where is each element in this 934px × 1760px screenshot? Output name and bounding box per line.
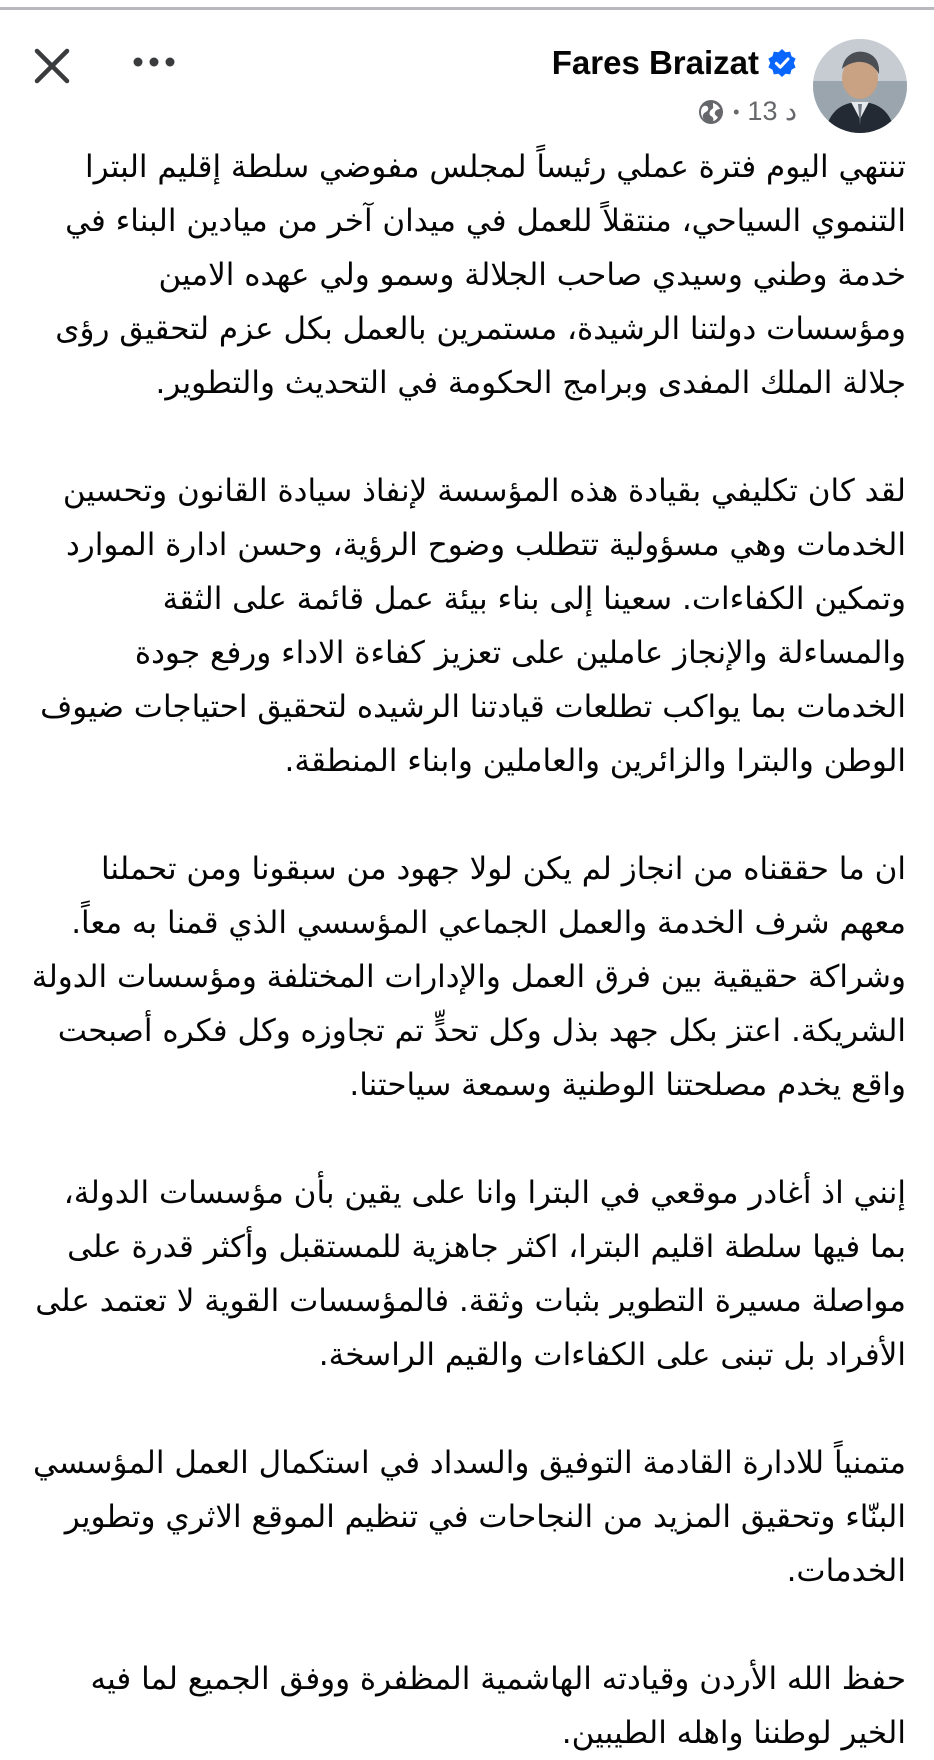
post-meta	[697, 96, 797, 127]
post-body	[28, 140, 906, 1751]
post-paragraph-4: إنني اذ أغادر موقعي في البترا وانا على يقين بأن مؤسسات الدولة، بما فيها سلطة اقليم البترا، اكثر جاهزية للمستقبل وأكثر قدرة على مواصلة مسيرة التطوير بثبات وثقة. فالمؤسسات القوية لا تعتمد على الأفراد بل تبنى على الكفاءات والقيم الراسخة.	[35, 1175, 906, 1373]
author-line	[552, 44, 797, 82]
close-button[interactable]	[28, 42, 76, 90]
more-options-button[interactable]	[128, 42, 180, 82]
meta-separator: •	[733, 101, 740, 122]
author-name[interactable]: Fares Braizat	[551, 44, 759, 81]
globe-icon[interactable]	[697, 98, 725, 126]
top-divider	[0, 0, 934, 10]
post-paragraph-2: لقد كان تكليفي بقيادة هذه المؤسسة لإنفاذ سيادة القانون وتحسين الخدمات وهي مسؤولية تتطلب وضوح الرؤية، وحسن ادارة الموارد وتمكين الكفاءات. سعينا إلى بناء بيئة عمل قائمة على الثقة والمساءلة والإنجاز عاملين على تعزيز كفاءة الاداء ورفع جودة الخدمات بما يواكب تطلعات قيادتنا الرشيده لتحقيق احتياجات ضيوف الوطن والبترا والزائرين والعاملين وابناء المنطقة.	[40, 473, 906, 779]
post-paragraph-1: تنتهي اليوم فترة عملي رئيساً لمجلس مفوضي سلطة إقليم البترا التنموي السياحي، منتقلاً للعمل في ميدان آخر من ميادين البناء في خدمة وطني وسيدي صاحب الجلالة وسمو ولي عهده الامين ومؤسسات دولتنا الرشيدة، مستمرين بالعمل بكل عزم لتحقيق رؤى جلالة الملك المفدى وبرامج الحكومة في التحديث والتطوير.	[55, 149, 906, 401]
avatar[interactable]	[813, 39, 907, 133]
post-time[interactable]: 13 د	[747, 96, 797, 126]
post-paragraph-6: حفظ الله الأردن وقيادته الهاشمية المظفرة ووفق الجميع لما فيه الخير لوطننا واهله الطيبين.	[90, 1661, 906, 1751]
post-paragraph-5: متمنياً للادارة القادمة التوفيق والسداد في استكمال العمل المؤسسي البنّاء وتحقيق المزيد من النجاحات في تنظيم الموقع الاثري وتطوير الخدمات.	[33, 1445, 906, 1589]
profile-photo	[813, 39, 907, 133]
author-block	[377, 44, 797, 134]
post-paragraph-3: ان ما حققناه من انجاز لم يكن لولا جهود من سبقونا ومن تحملنا معهم شرف الخدمة والعمل الجماعي المؤسسي الذي قمنا به معاً. وشراكة حقيقية بين فرق العمل والإدارات المختلفة ومؤسسات الدولة الشريكة. اعتز بكل جهد بذل وكل تحدٍّ تم تجاوزه وكل فكره أصبحت واقع يخدم مصلحتنا الوطنية وسمعة سياحتنا.	[31, 851, 906, 1103]
close-icon	[32, 46, 72, 86]
post-header	[0, 10, 934, 140]
more-icon	[132, 56, 176, 68]
verified-icon	[767, 48, 797, 78]
